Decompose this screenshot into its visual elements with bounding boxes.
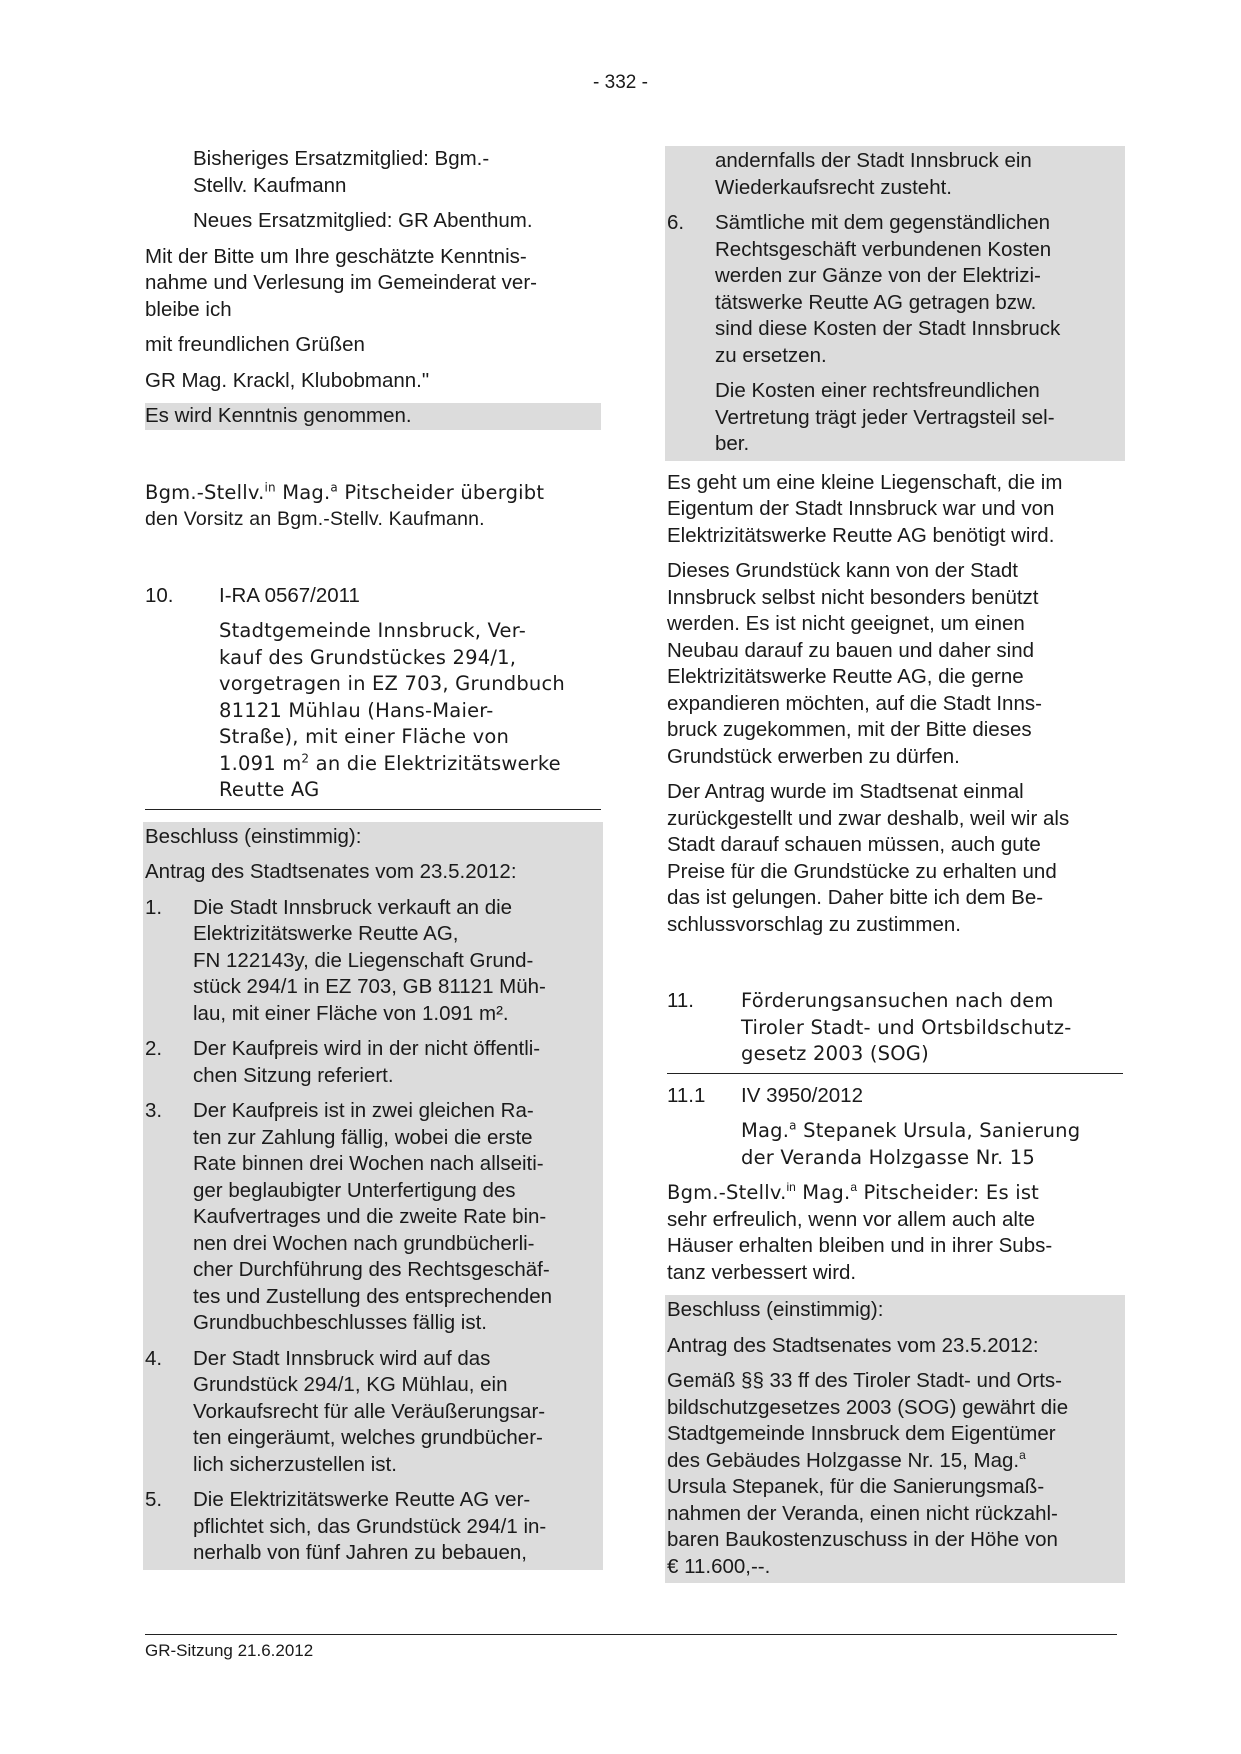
topic-number: 10. <box>145 583 174 607</box>
page-number: - 332 - <box>593 72 648 93</box>
list-item-text: Der Stadt Innsbruck wird auf das Grundstück 294/1, KG Mühlau, ein Vorkaufsrecht für alle Veräußerungsar- ten eingeräumt, welches grundbücher- lich sicherzustellen ist. <box>193 1346 546 1476</box>
list-item <box>145 1036 601 1089</box>
footer-rule <box>145 1634 1117 1635</box>
acknowledged-note: Es wird Kenntnis genommen. <box>145 403 601 430</box>
resolution-continuation <box>665 146 1125 461</box>
resolution-items <box>145 895 601 1567</box>
resolution-label: Beschluss (einstimmig): <box>145 824 362 848</box>
signature: GR Mag. Krackl, Klubobmann." <box>145 368 430 392</box>
greeting: mit freundlichen Grüßen <box>145 333 365 356</box>
agenda-topic-10 <box>145 583 601 810</box>
right-column <box>667 146 1123 1583</box>
list-item <box>145 1487 601 1567</box>
resolution-label: Beschluss (einstimmig): <box>667 1298 884 1321</box>
agenda-topic-11-1 <box>667 1083 1123 1172</box>
list-item-number: 5. <box>145 1488 163 1511</box>
motion-label: Antrag des Stadtsenates vom 23.5.2012: <box>145 860 517 883</box>
explanation-paragraph-3: Der Antrag wurde im Stadtsenat einmal zurückgestellt und zwar deshalb, weil wir als Stadt darauf schauen müssen, auch gute Preise für die Grundstücke zu erhalten und das ist gelungen. Daher bitte ich dem Be- schlussvorschlag zu zustimmen. <box>667 780 1070 936</box>
new-substitute: Neues Ersatzmitglied: GR Abenthum. <box>193 209 533 232</box>
item-6-legal-costs: Die Kosten einer rechtsfreundlichen Vertretung trägt jeder Vertragsteil sel- ber. <box>715 379 1055 455</box>
request-paragraph: Mit der Bitte um Ihre geschätzte Kenntnis- nahme und Verlesung im Gemeinderat ver- bleibe ich <box>145 244 537 321</box>
resolution-block-11-1 <box>665 1295 1125 1583</box>
subtopic-number: 11.1 <box>667 1083 706 1107</box>
list-item-number: 3. <box>145 1099 163 1122</box>
former-substitute: Bisheriges Ersatzmitglied: Bgm.- Stellv. Kaufmann <box>193 147 490 197</box>
explanation-paragraph-1: Es geht um eine kleine Liegenschaft, die im Eigentum der Stadt Innsbruck war und von Elektrizitätswerke Reutte AG benötigt wird. <box>667 470 1063 547</box>
list-item-number: 1. <box>145 895 163 919</box>
list-item: 6. Sämtliche mit dem gegenständlichen Rechtsgeschäft verbundenen Kosten werden zur Gänze von der Elektrizi- tätswerke Reutte AG getragen bzw. sind diese Kosten der Stadt Innsbruck zu ersetzen. <box>667 211 1061 367</box>
chair-handover: Bgm.-Stellv.$^{in}$ Mag.$^a$ Pitscheider übergibt den Vorsitz an Bgm.-Stellv. Kaufmann. <box>145 480 545 530</box>
list-item <box>145 1346 601 1479</box>
subtopic-title: Mag.$^a$ Stepanek Ursula, Sanierung der Veranda Holzgasse Nr. 15 <box>741 1118 1081 1169</box>
list-item-text: Die Stadt Innsbruck verkauft an die Elektrizitätswerke Reutte AG, FN 122143y, die Liegenschaft Grund- stück 294/1 in EZ 703, GB 81121 Müh- lau, mit einer Fläche von 1.091 m². <box>193 895 546 1025</box>
list-item-text: Die Elektrizitätswerke Reutte AG ver- pflichtet sich, das Grundstück 294/1 in- nerhalb von fünf Jahren zu bebauen, <box>193 1488 547 1564</box>
list-item <box>145 1098 601 1337</box>
topic-reference: I-RA 0567/2011 <box>219 583 360 607</box>
resolution-block <box>143 822 603 1570</box>
topic-title: Förderungsansuchen nach dem Tiroler Stadt- und Ortsbildschutz- gesetz 2003 (SOG) <box>741 989 1072 1065</box>
motion-label: Antrag des Stadtsenates vom 23.5.2012: <box>667 1333 1039 1357</box>
left-column <box>145 146 601 1570</box>
list-item-number: 2. <box>145 1037 163 1060</box>
subtopic-reference: IV 3950/2012 <box>741 1083 863 1107</box>
grant-decision: Gemäß §§ 33 ff des Tiroler Stadt- und Orts- bildschutzgesetzes 2003 (SOG) gewährt die Stadtgemeinde Innsbruck dem Eigentümer des Gebäudes Holzgasse Nr. 15, Mag.$^a$ Ursula Stepanek, für die Sanierungsmaß- nahmen der Veranda, einen nicht rückzahl- baren Baukostenzuschuss in der Höhe von € 11.600,--. <box>667 1369 1069 1578</box>
agenda-topic-11 <box>667 988 1123 1074</box>
list-item-text: Der Kaufpreis ist in zwei gleichen Ra- ten zur Zahlung fällig, wobei die erste Rate binnen drei Wochen nach allseiti- ger beglaubigter Unterfertigung des Kaufvertrages und die zweite Rate bin- nen drei Wochen nach grundbücherli- cher Durchführung des Rechtsgeschäf- tes und Zustellung des entsprechenden Grundbuchbeschlusses fällig ist. <box>193 1099 553 1334</box>
list-item-number: 4. <box>145 1346 163 1370</box>
item-5-continuation: andernfalls der Stadt Innsbruck ein Wiederkaufsrecht zusteht. <box>715 149 1032 199</box>
topic-number: 11. <box>667 989 694 1012</box>
list-item <box>145 895 601 1028</box>
list-item-text: Der Kaufpreis wird in der nicht öffentli- chen Sitzung referiert. <box>193 1037 541 1087</box>
explanation-paragraph-2: Dieses Grundstück kann von der Stadt Innsbruck selbst nicht besonders benützt werden. Es ist nicht geeignet, um einen Neubau darauf zu bauen und daher sind Elektrizitätswerke Reutte AG, die gerne expandieren möchten, auf die Stadt Inns- bruck zugekommen, mit der Bitte dieses Grundstück erwerben zu dürfen. <box>667 559 1042 768</box>
speech-paragraph: Bgm.-Stellv.$^{in}$ Mag.$^a$ Pitscheider: Es ist sehr erfreulich, wenn vor allem auch alte Häuser erhalten bleiben und in ihrer Subs- tanz verbessert wird. <box>667 1180 1053 1284</box>
footer-text: GR-Sitzung 21.6.2012 <box>145 1641 314 1660</box>
topic-title: Stadtgemeinde Innsbruck, Ver- kauf des Grundstückes 294/1, vorgetragen in EZ 703, Grundbuch 81121 Mühlau (Hans-Maier- Straße), mit einer Fläche von 1.091 $m^2$ an die Elektrizitätswerke Reutte AG <box>219 619 565 801</box>
